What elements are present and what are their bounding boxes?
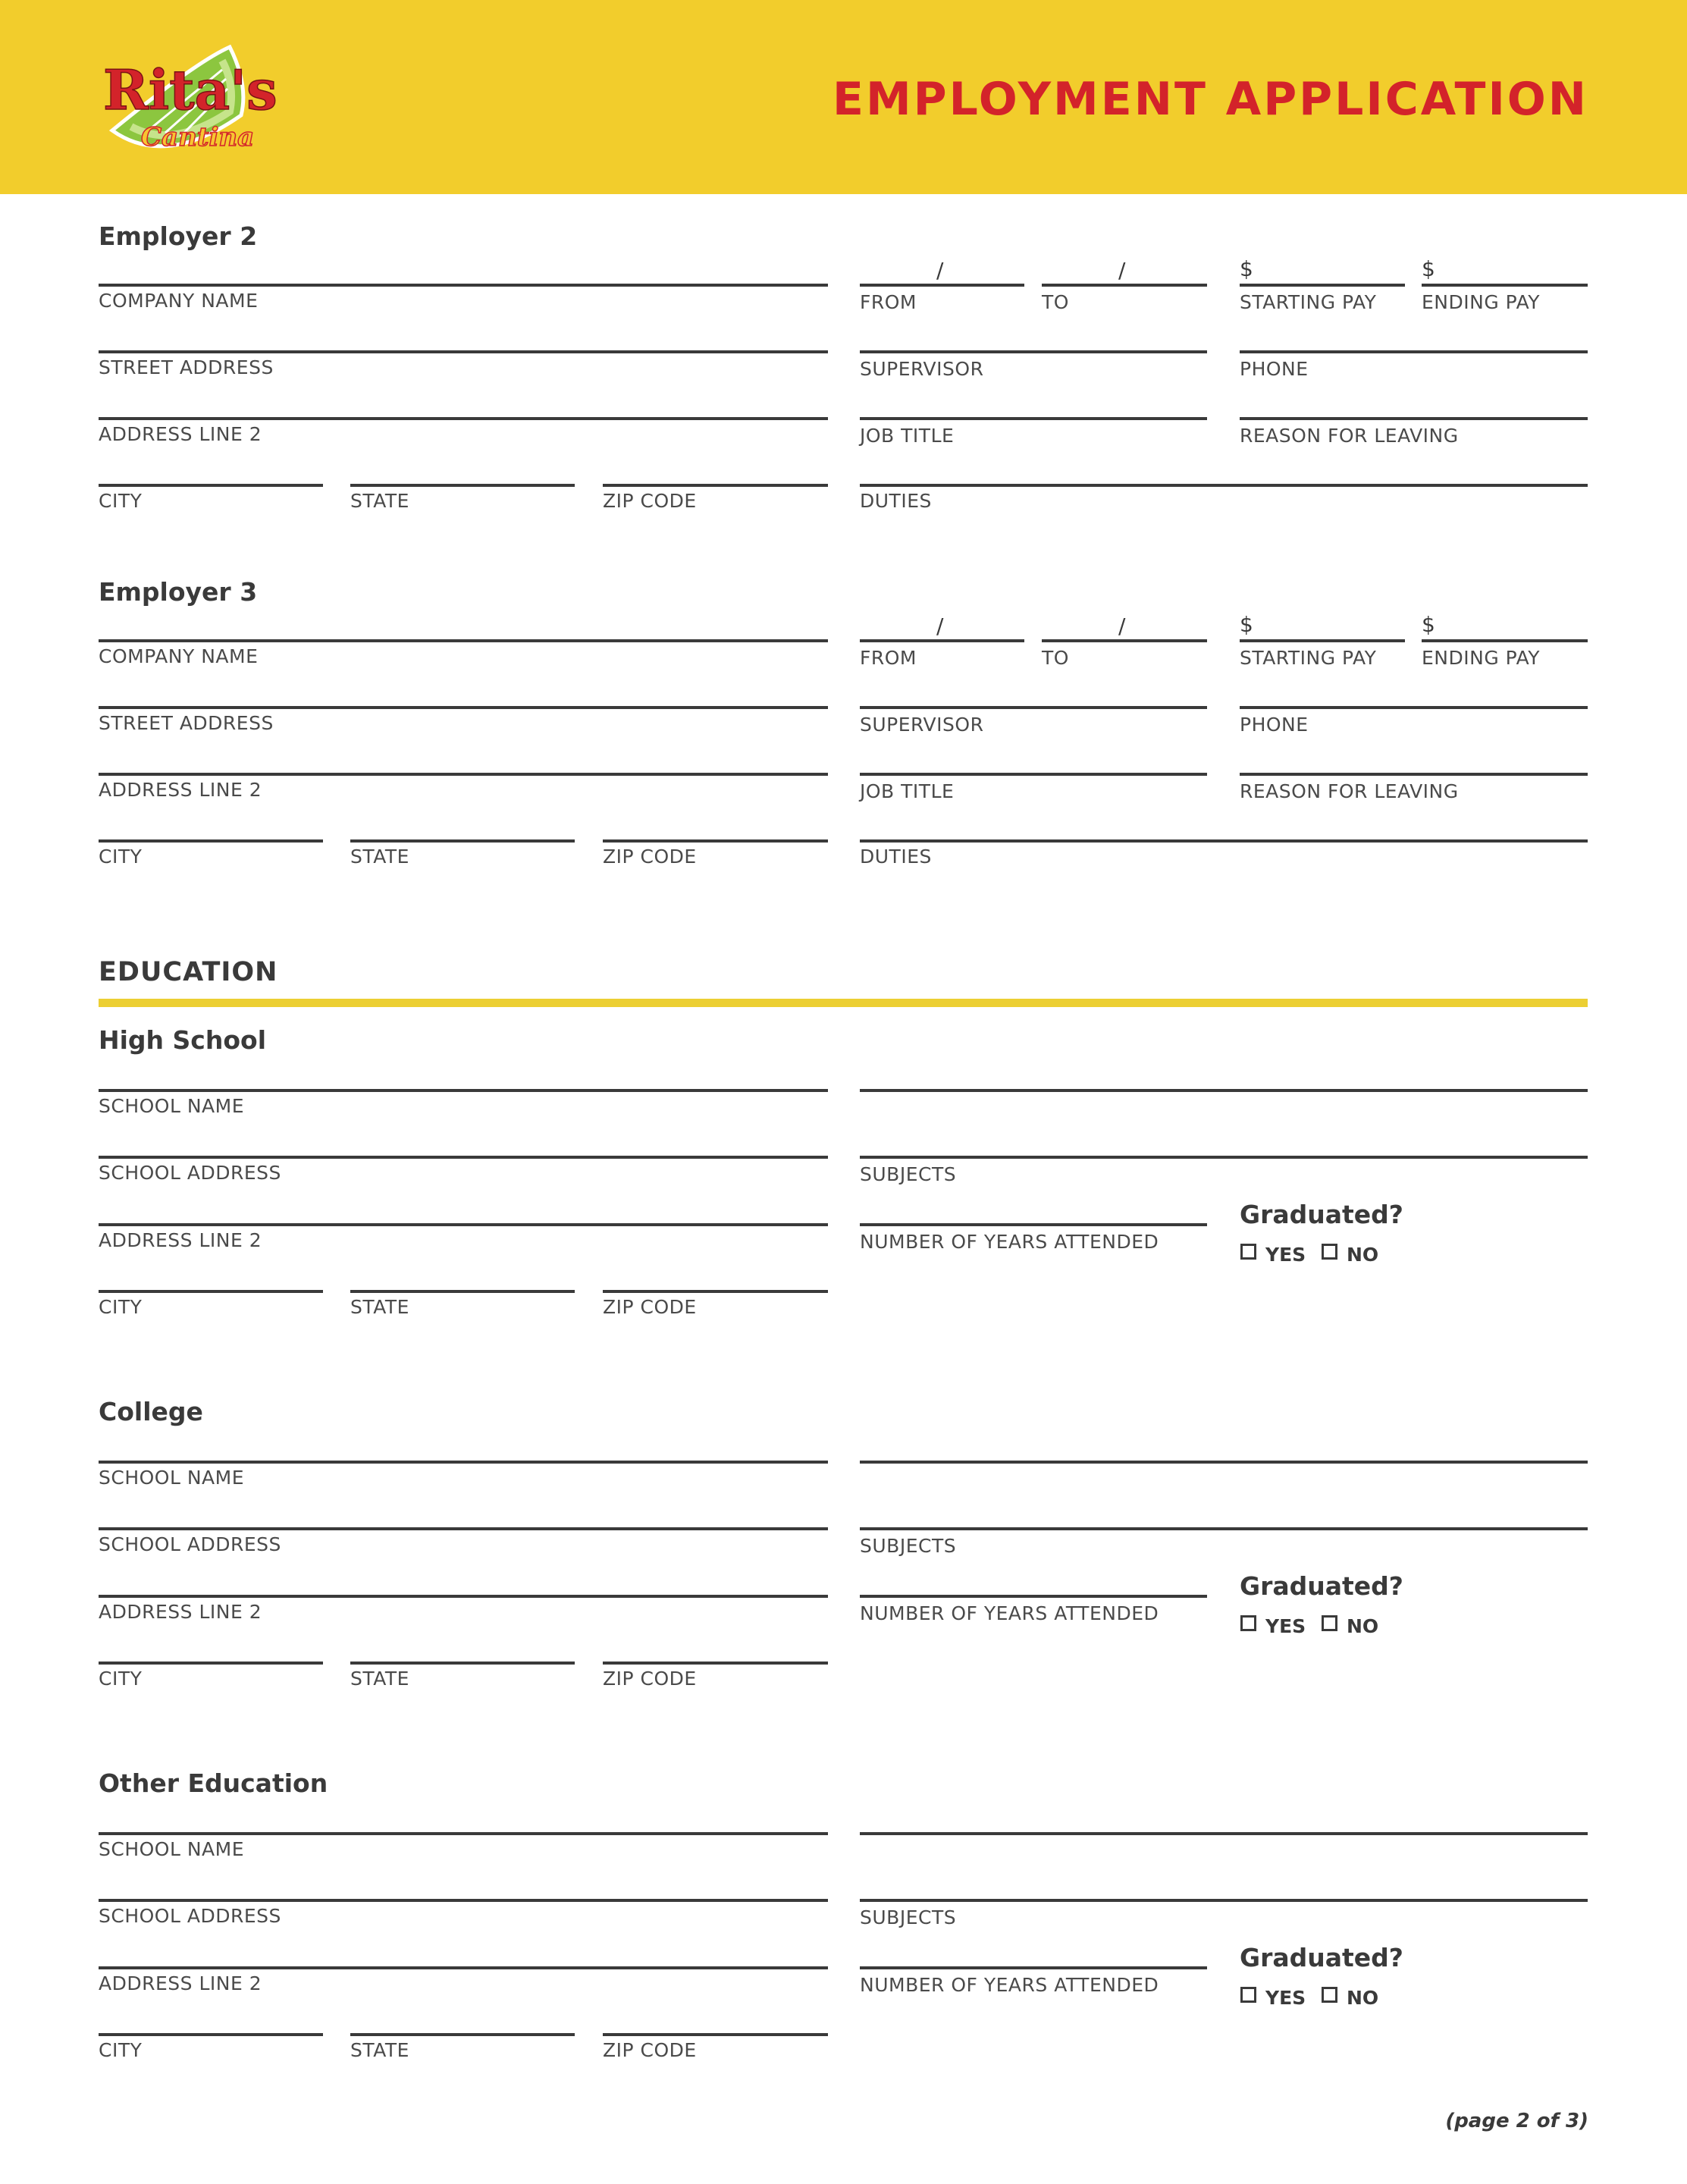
state-label: STATE [350,2039,409,2061]
years-attended-label: NUMBER OF YEARS ATTENDED [860,1974,1159,1996]
city-label: CITY [99,2039,143,2061]
years-attended-label: NUMBER OF YEARS ATTENDED [860,1231,1159,1253]
to-label: TO [1042,291,1069,313]
from-date-field[interactable] [860,639,1024,642]
address-line-2-field[interactable] [99,773,828,776]
subjects-field-line-2[interactable] [860,1156,1588,1159]
phone-field[interactable] [1240,706,1588,709]
subjects-label: SUBJECTS [860,1163,957,1185]
address-line-2-field[interactable] [99,1595,828,1598]
state-field[interactable] [350,839,575,843]
state-field[interactable] [350,2033,575,2036]
ending-pay-label: ENDING PAY [1422,647,1541,669]
school-heading: Other Education [99,1768,328,1798]
address-line-2-label: ADDRESS LINE 2 [99,423,262,445]
subjects-label: SUBJECTS [860,1906,957,1928]
subjects-field-line-1[interactable] [860,1832,1588,1835]
dollar-sign: $ [1240,256,1253,281]
no-label: NO [1347,1615,1379,1637]
school-heading: High School [99,1025,267,1055]
reason-for-leaving-label: REASON FOR LEAVING [1240,425,1459,447]
graduated-question: Graduated? [1240,1943,1403,1972]
employer-heading: Employer 2 [99,221,258,251]
zip-code-label: ZIP CODE [603,846,697,868]
supervisor-field[interactable] [860,350,1207,353]
address-line-2-field[interactable] [99,417,828,420]
date-separator: / [1118,258,1126,283]
phone-field[interactable] [1240,350,1588,353]
date-separator: / [936,613,944,639]
to-label: TO [1042,647,1069,669]
city-label: CITY [99,1296,143,1318]
yes-label: YES [1265,1615,1306,1637]
employer-heading: Employer 3 [99,577,258,607]
school-address-field[interactable] [99,1156,828,1159]
state-field[interactable] [350,1662,575,1665]
lime-slice-icon [97,39,278,161]
from-label: FROM [860,291,917,313]
state-label: STATE [350,1296,409,1318]
city-label: CITY [99,1668,143,1690]
subjects-field-line-1[interactable] [860,1089,1588,1092]
years-attended-field[interactable] [860,1223,1207,1226]
street-address-field[interactable] [99,350,828,353]
date-separator: / [1118,613,1126,639]
street-address-label: STREET ADDRESS [99,356,274,378]
school-name-label: SCHOOL NAME [99,1838,245,1860]
graduated-yes-checkbox[interactable] [1240,1244,1256,1260]
subjects-field-line-1[interactable] [860,1461,1588,1464]
job-title-label: JOB TITLE [860,780,955,802]
reason-for-leaving-field[interactable] [1240,773,1588,776]
school-address-label: SCHOOL ADDRESS [99,1905,281,1927]
graduated-yes-checkbox[interactable] [1240,1987,1256,2003]
company-name-field[interactable] [99,639,828,642]
zip-code-label: ZIP CODE [603,2039,697,2061]
street-address-field[interactable] [99,706,828,709]
zip-code-field[interactable] [603,1662,828,1665]
job-title-field[interactable] [860,773,1207,776]
state-label: STATE [350,846,409,868]
reason-for-leaving-field[interactable] [1240,417,1588,420]
phone-label: PHONE [1240,358,1309,380]
city-field[interactable] [99,484,323,487]
address-line-2-field[interactable] [99,1966,828,1969]
city-label: CITY [99,490,143,512]
address-line-2-label: ADDRESS LINE 2 [99,1972,262,1994]
state-label: STATE [350,1668,409,1690]
zip-code-field[interactable] [603,1290,828,1293]
supervisor-label: SUPERVISOR [860,358,984,380]
supervisor-field[interactable] [860,706,1207,709]
starting-pay-field[interactable] [1240,639,1405,642]
reason-for-leaving-label: REASON FOR LEAVING [1240,780,1459,802]
education-section-title: EDUCATION [99,957,278,987]
ending-pay-label: ENDING PAY [1422,291,1541,313]
graduated-no-checkbox[interactable] [1322,1987,1337,2003]
section-divider [99,999,1588,1007]
years-attended-field[interactable] [860,1595,1207,1598]
from-label: FROM [860,647,917,669]
city-field[interactable] [99,2033,323,2036]
company-name-field[interactable] [99,284,828,287]
graduated-question: Graduated? [1240,1200,1403,1229]
starting-pay-label: STARTING PAY [1240,647,1377,669]
job-title-field[interactable] [860,417,1207,420]
svg-text:Rita's: Rita's [103,58,278,122]
school-name-field[interactable] [99,1832,828,1835]
state-label: STATE [350,490,409,512]
duties-label: DUTIES [860,846,932,868]
supervisor-label: SUPERVISOR [860,714,984,736]
school-heading: College [99,1397,203,1426]
to-date-field[interactable] [1042,284,1207,287]
city-field[interactable] [99,839,323,843]
graduated-question: Graduated? [1240,1571,1403,1601]
school-address-field[interactable] [99,1527,828,1530]
from-date-field[interactable] [860,284,1024,287]
dollar-sign: $ [1422,256,1435,281]
subjects-field-line-2[interactable] [860,1527,1588,1530]
date-separator: / [936,258,944,283]
svg-text:Cantina: Cantina [141,122,255,152]
dollar-sign: $ [1240,612,1253,637]
school-address-label: SCHOOL ADDRESS [99,1533,281,1555]
address-line-2-label: ADDRESS LINE 2 [99,1229,262,1251]
school-name-field[interactable] [99,1461,828,1464]
zip-code-label: ZIP CODE [603,490,697,512]
subjects-label: SUBJECTS [860,1535,957,1557]
no-label: NO [1347,1244,1379,1266]
school-address-label: SCHOOL ADDRESS [99,1162,281,1184]
company-name-label: COMPANY NAME [99,290,259,312]
header-banner [0,0,1687,194]
starting-pay-label: STARTING PAY [1240,291,1377,313]
duties-field[interactable] [860,839,1588,843]
zip-code-label: ZIP CODE [603,1296,697,1318]
zip-code-field[interactable] [603,484,828,487]
city-field[interactable] [99,1290,323,1293]
subjects-field-line-2[interactable] [860,1899,1588,1902]
company-name-label: COMPANY NAME [99,645,259,667]
school-name-label: SCHOOL NAME [99,1095,245,1117]
zip-code-field[interactable] [603,2033,828,2036]
street-address-label: STREET ADDRESS [99,712,274,734]
dollar-sign: $ [1422,612,1435,637]
address-line-2-label: ADDRESS LINE 2 [99,1601,262,1623]
city-label: CITY [99,846,143,868]
state-field[interactable] [350,484,575,487]
ritas-cantina-logo [97,39,278,161]
duties-field[interactable] [860,484,1588,487]
address-line-2-label: ADDRESS LINE 2 [99,779,262,801]
years-attended-label: NUMBER OF YEARS ATTENDED [860,1602,1159,1624]
school-address-field[interactable] [99,1899,828,1902]
school-name-label: SCHOOL NAME [99,1467,245,1489]
zip-code-label: ZIP CODE [603,1668,697,1690]
page-title: EMPLOYMENT APPLICATION [832,73,1588,126]
graduated-no-checkbox[interactable] [1322,1244,1337,1260]
years-attended-field[interactable] [860,1966,1207,1969]
school-name-field[interactable] [99,1089,828,1092]
to-date-field[interactable] [1042,639,1207,642]
ending-pay-field[interactable] [1422,639,1588,642]
graduated-yes-checkbox[interactable] [1240,1615,1256,1631]
no-label: NO [1347,1987,1379,2009]
job-title-label: JOB TITLE [860,425,955,447]
yes-label: YES [1265,1244,1306,1266]
page-number: (page 2 of 3) [1445,2110,1588,2132]
state-field[interactable] [350,1290,575,1293]
duties-label: DUTIES [860,490,932,512]
starting-pay-field[interactable] [1240,284,1405,287]
zip-code-field[interactable] [603,839,828,843]
address-line-2-field[interactable] [99,1223,828,1226]
ending-pay-field[interactable] [1422,284,1588,287]
phone-label: PHONE [1240,714,1309,736]
yes-label: YES [1265,1987,1306,2009]
graduated-no-checkbox[interactable] [1322,1615,1337,1631]
city-field[interactable] [99,1662,323,1665]
